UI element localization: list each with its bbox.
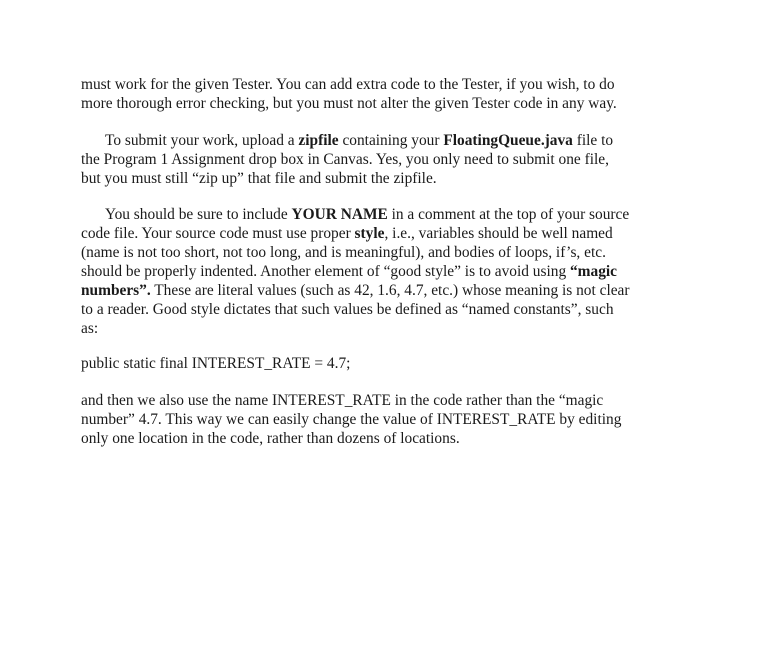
text-line: to a reader. Good style dictates that such values be defined as “named constants”, such — [81, 301, 614, 318]
code-line: public static final INTEREST_RATE = 4.7; — [81, 355, 351, 372]
text-line — [81, 262, 681, 281]
paragraph-tester-note — [81, 75, 681, 113]
text-line — [81, 281, 681, 300]
text-run: You should be sure to include — [105, 206, 292, 223]
text-line: only one location in the code, rather than dozens of locations. — [81, 430, 460, 447]
text-line — [81, 224, 681, 243]
text-run: To submit your work, upload a — [105, 132, 299, 149]
style-emphasis: style — [354, 225, 385, 242]
text-line: as: — [81, 320, 99, 337]
text-run: file to — [572, 132, 614, 149]
filename-emphasis: FloatingQueue.java — [443, 132, 573, 149]
text-run: in a comment at the top of your source — [387, 206, 630, 223]
text-line — [81, 205, 681, 224]
text-line: the Program 1 Assignment drop box in Canvas. Yes, you only need to submit one file, — [81, 151, 609, 168]
text-line: and then we also use the name INTEREST_RATE in the code rather than the “magic — [81, 392, 604, 409]
numbers-emphasis: numbers”. — [81, 282, 151, 299]
your-name-emphasis: YOUR NAME — [291, 206, 388, 223]
text-run: containing your — [338, 132, 444, 149]
text-line — [81, 131, 681, 150]
text-run: These are literal values (such as 42, 1.6, 4.7, etc.) whose meaning is not clear — [150, 282, 630, 299]
paragraph-magic-number — [81, 391, 681, 448]
text-run: code file. Your source code must use proper — [81, 225, 355, 242]
text-line: number” 4.7. This way we can easily change the value of INTEREST_RATE by editing — [81, 411, 622, 428]
text-line: more thorough error checking, but you must not alter the given Tester code in any way. — [81, 95, 617, 112]
paragraph-submission — [81, 131, 681, 188]
magic-emphasis: “magic — [569, 263, 617, 280]
text-line: (name is not too short, not too long, and is meaningful), and bodies of loops, if’s, etc. — [81, 244, 606, 261]
text-run: , i.e., variables should be well named — [384, 225, 613, 242]
text-run: should be properly indented. Another element of “good style” is to avoid using — [81, 263, 570, 280]
zipfile-emphasis: zipfile — [298, 132, 339, 149]
paragraph-style — [81, 205, 681, 338]
text-line: but you must still “zip up” that file and submit the zipfile. — [81, 170, 437, 187]
code-example — [81, 354, 681, 373]
text-line: must work for the given Tester. You can add extra code to the Tester, if you wish, to do — [81, 76, 615, 93]
